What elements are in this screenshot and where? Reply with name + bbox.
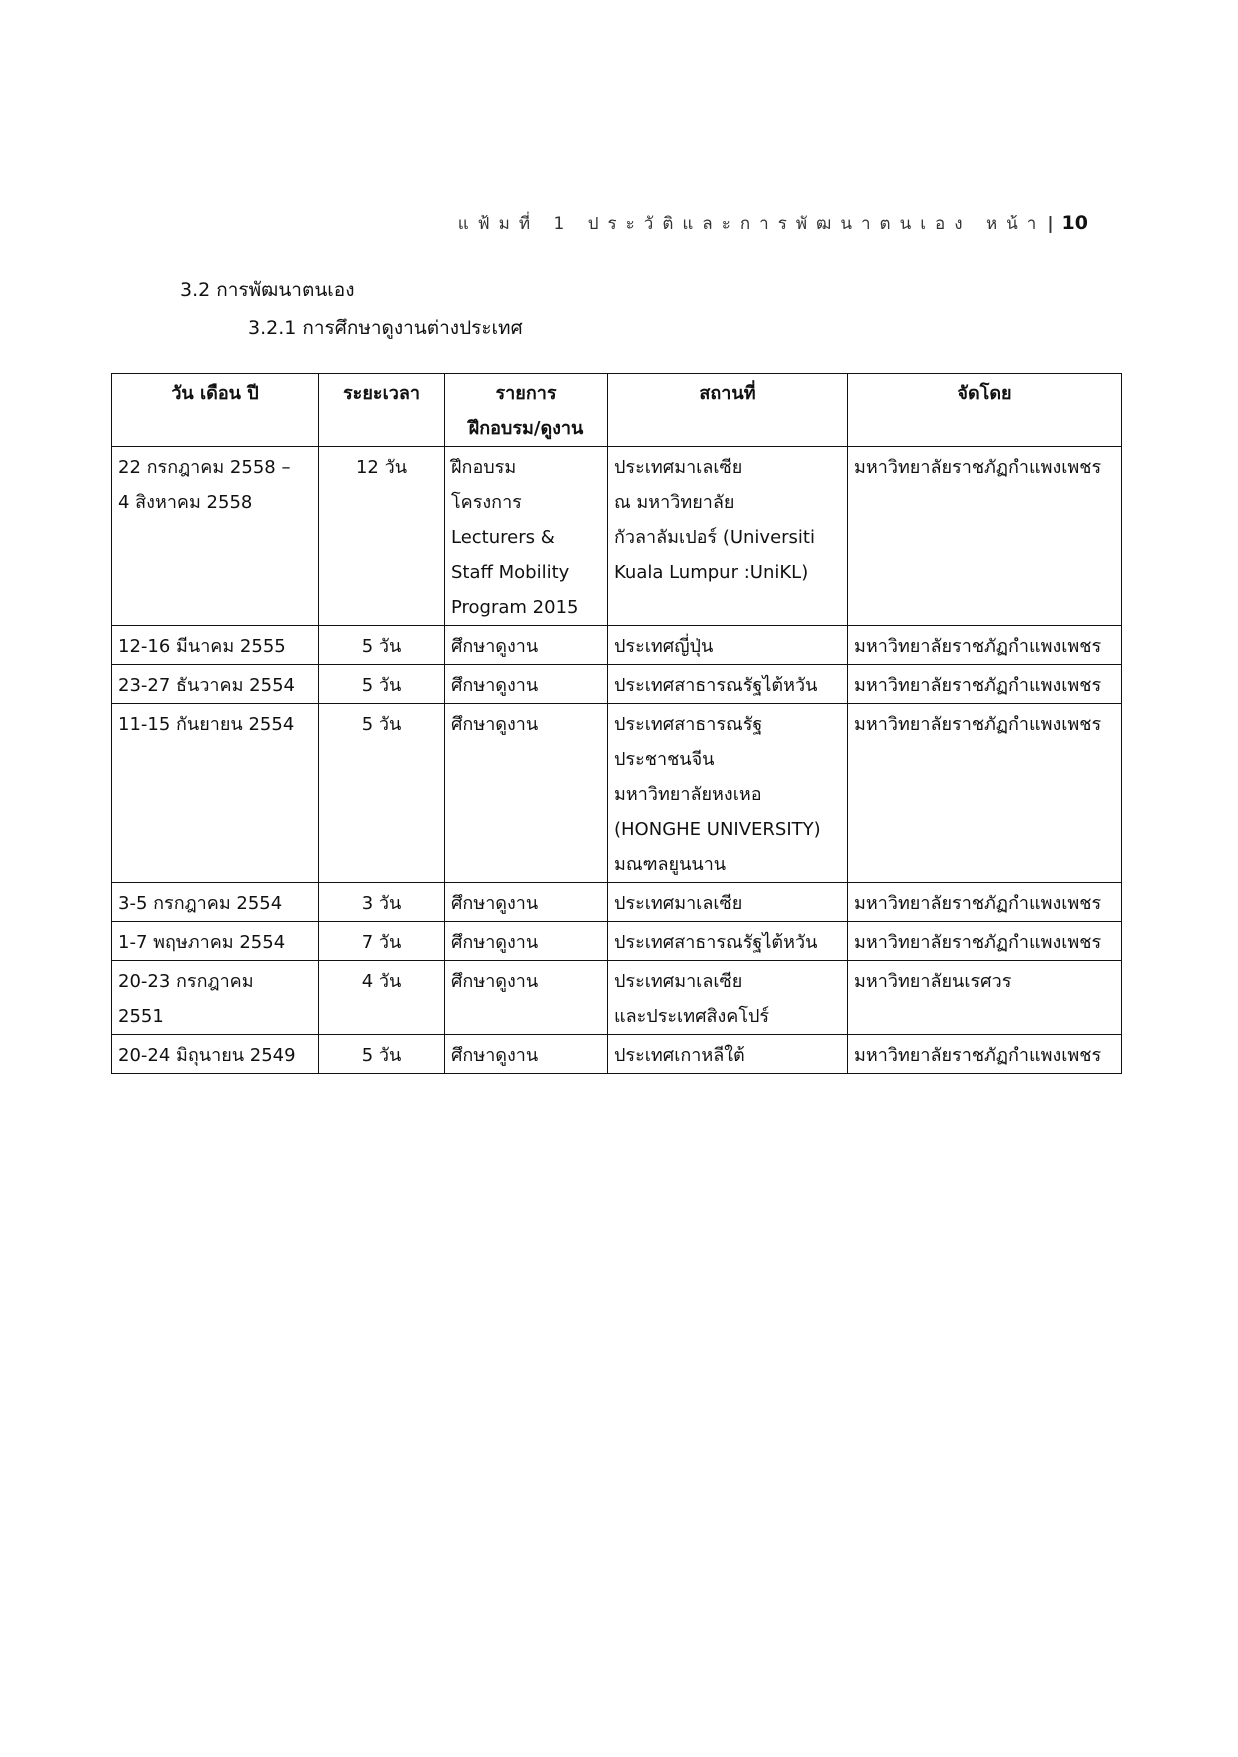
header-duration (319, 374, 445, 447)
cell-duration (319, 704, 445, 883)
cell-text: ศึกษาดูงาน (451, 714, 539, 735)
cell-date (112, 922, 319, 961)
cell-text: 5 วัน (361, 714, 402, 735)
cell-text: 1-7 พฤษภาคม 2554 (118, 932, 286, 953)
table-row (112, 447, 1122, 626)
cell-text: มหาวิทยาลัยราชภัฏกำแพงเพชร (854, 893, 1102, 914)
table-row (112, 665, 1122, 704)
cell-text: มหาวิทยาลัยราชภัฏกำแพงเพชร (854, 714, 1102, 735)
cell-activity (445, 883, 608, 922)
cell-place (608, 447, 848, 626)
header-date (112, 374, 319, 447)
cell-text: ศึกษาดูงาน (451, 893, 539, 914)
cell-organizer (848, 1035, 1122, 1074)
cell-activity (445, 626, 608, 665)
cell-place (608, 961, 848, 1035)
cell-text: วัน เดือน ปี (171, 383, 259, 404)
cell-date (112, 961, 319, 1035)
cell-text: 5 วัน (361, 675, 402, 696)
cell-activity (445, 961, 608, 1035)
cell-activity (445, 922, 608, 961)
cell-organizer (848, 704, 1122, 883)
cell-text: ศึกษาดูงาน (451, 1045, 539, 1066)
cell-text: มหาวิทยาลัยราชภัฏกำแพงเพชร (854, 457, 1102, 478)
cell-organizer (848, 883, 1122, 922)
cell-text: 12-16 มีนาคม 2555 (118, 636, 286, 657)
cell-text: มหาวิทยาลัยราชภัฏกำแพงเพชร (854, 932, 1102, 953)
cell-duration (319, 961, 445, 1035)
cell-text: 20-23 กรกฎาคม 2551 (118, 971, 254, 1027)
cell-duration (319, 665, 445, 704)
cell-text: 22 กรกฎาคม 2558 – 4 สิงหาคม 2558 (118, 457, 291, 513)
cell-text: ศึกษาดูงาน (451, 971, 539, 992)
cell-date (112, 447, 319, 626)
cell-text: ประเทศเกาหลีใต้ (614, 1045, 745, 1066)
cell-date (112, 626, 319, 665)
cell-organizer (848, 961, 1122, 1035)
cell-text: ฝึกอบรม โครงการ Lecturers & Staff Mobility Program 2015 (451, 457, 579, 618)
cell-text: ศึกษาดูงาน (451, 636, 539, 657)
cell-activity (445, 1035, 608, 1074)
cell-text: 5 วัน (361, 636, 402, 657)
study-visit-table (111, 373, 1122, 1074)
cell-text: ประเทศมาเลเซีย (614, 893, 743, 914)
cell-duration (319, 447, 445, 626)
cell-activity (445, 665, 608, 704)
cell-place (608, 626, 848, 665)
cell-text: มหาวิทยาลัยนเรศวร (854, 971, 1012, 992)
table-row (112, 922, 1122, 961)
subsection-heading: 3.2.1 การศึกษาดูงานต่างประเทศ (248, 317, 523, 339)
cell-text: มหาวิทยาลัยราชภัฏกำแพงเพชร (854, 636, 1102, 657)
cell-date (112, 704, 319, 883)
cell-duration (319, 626, 445, 665)
cell-activity (445, 704, 608, 883)
cell-text: 7 วัน (361, 932, 402, 953)
cell-text: ประเทศมาเลเซีย ณ มหาวิทยาลัย กัวลาลัมเปอร์ (Universiti Kuala Lumpur :UniKL) (614, 457, 815, 583)
cell-text: จัดโดย (957, 383, 1012, 404)
cell-place (608, 922, 848, 961)
cell-text: รายการ ฝึกอบรม/ดูงาน (468, 383, 584, 439)
cell-text: 12 วัน (355, 457, 408, 478)
cell-text: ระยะเวลา (343, 383, 420, 404)
cell-text: 4 วัน (361, 971, 402, 992)
cell-text: ศึกษาดูงาน (451, 675, 539, 696)
cell-date (112, 665, 319, 704)
cell-text: 23-27 ธันวาคม 2554 (118, 675, 295, 696)
header-activity (445, 374, 608, 447)
cell-date (112, 883, 319, 922)
cell-duration (319, 1035, 445, 1074)
cell-duration (319, 883, 445, 922)
table-header-row (112, 374, 1122, 447)
table-row (112, 626, 1122, 665)
cell-text: 3-5 กรกฎาคม 2554 (118, 893, 283, 914)
cell-text: ประเทศญี่ปุ่น (614, 636, 714, 657)
cell-text: สถานที่ (699, 383, 756, 404)
cell-place (608, 704, 848, 883)
header-title: แฟ้มที่ 1 ประวัติและการพัฒนาตนเอง หน้า (457, 214, 1046, 234)
table-row (112, 1035, 1122, 1074)
cell-text: 3 วัน (361, 893, 402, 914)
cell-activity (445, 447, 608, 626)
cell-text: ศึกษาดูงาน (451, 932, 539, 953)
header-organizer (848, 374, 1122, 447)
cell-text: 20-24 มิถุนายน 2549 (118, 1045, 296, 1066)
cell-text: ประเทศสาธารณรัฐไต้หวัน (614, 675, 818, 696)
cell-text: มหาวิทยาลัยราชภัฏกำแพงเพชร (854, 1045, 1102, 1066)
cell-organizer (848, 447, 1122, 626)
cell-text: 11-15 กันยายน 2554 (118, 714, 295, 735)
cell-organizer (848, 665, 1122, 704)
cell-duration (319, 922, 445, 961)
table-row (112, 961, 1122, 1035)
section-heading: 3.2 การพัฒนาตนเอง (180, 279, 355, 301)
cell-organizer (848, 626, 1122, 665)
header-place (608, 374, 848, 447)
cell-text: ประเทศสาธารณรัฐไต้หวัน (614, 932, 818, 953)
cell-date (112, 1035, 319, 1074)
cell-place (608, 1035, 848, 1074)
cell-text: ประเทศสาธารณรัฐ ประชาชนจีน มหาวิทยาลัยหงเหอ (HONGHE UNIVERSITY) มณฑลยูนนาน (614, 714, 821, 875)
cell-place (608, 665, 848, 704)
cell-text: 5 วัน (361, 1045, 402, 1066)
cell-text: ประเทศมาเลเซีย และประเทศสิงคโปร์ (614, 971, 770, 1027)
page-number: 10 (1061, 212, 1088, 234)
table-row (112, 883, 1122, 922)
cell-text: มหาวิทยาลัยราชภัฏกำแพงเพชร (854, 675, 1102, 696)
cell-organizer (848, 922, 1122, 961)
cell-place (608, 883, 848, 922)
header-separator: | (1047, 214, 1054, 234)
table-row (112, 704, 1122, 883)
page-header (458, 210, 1088, 237)
